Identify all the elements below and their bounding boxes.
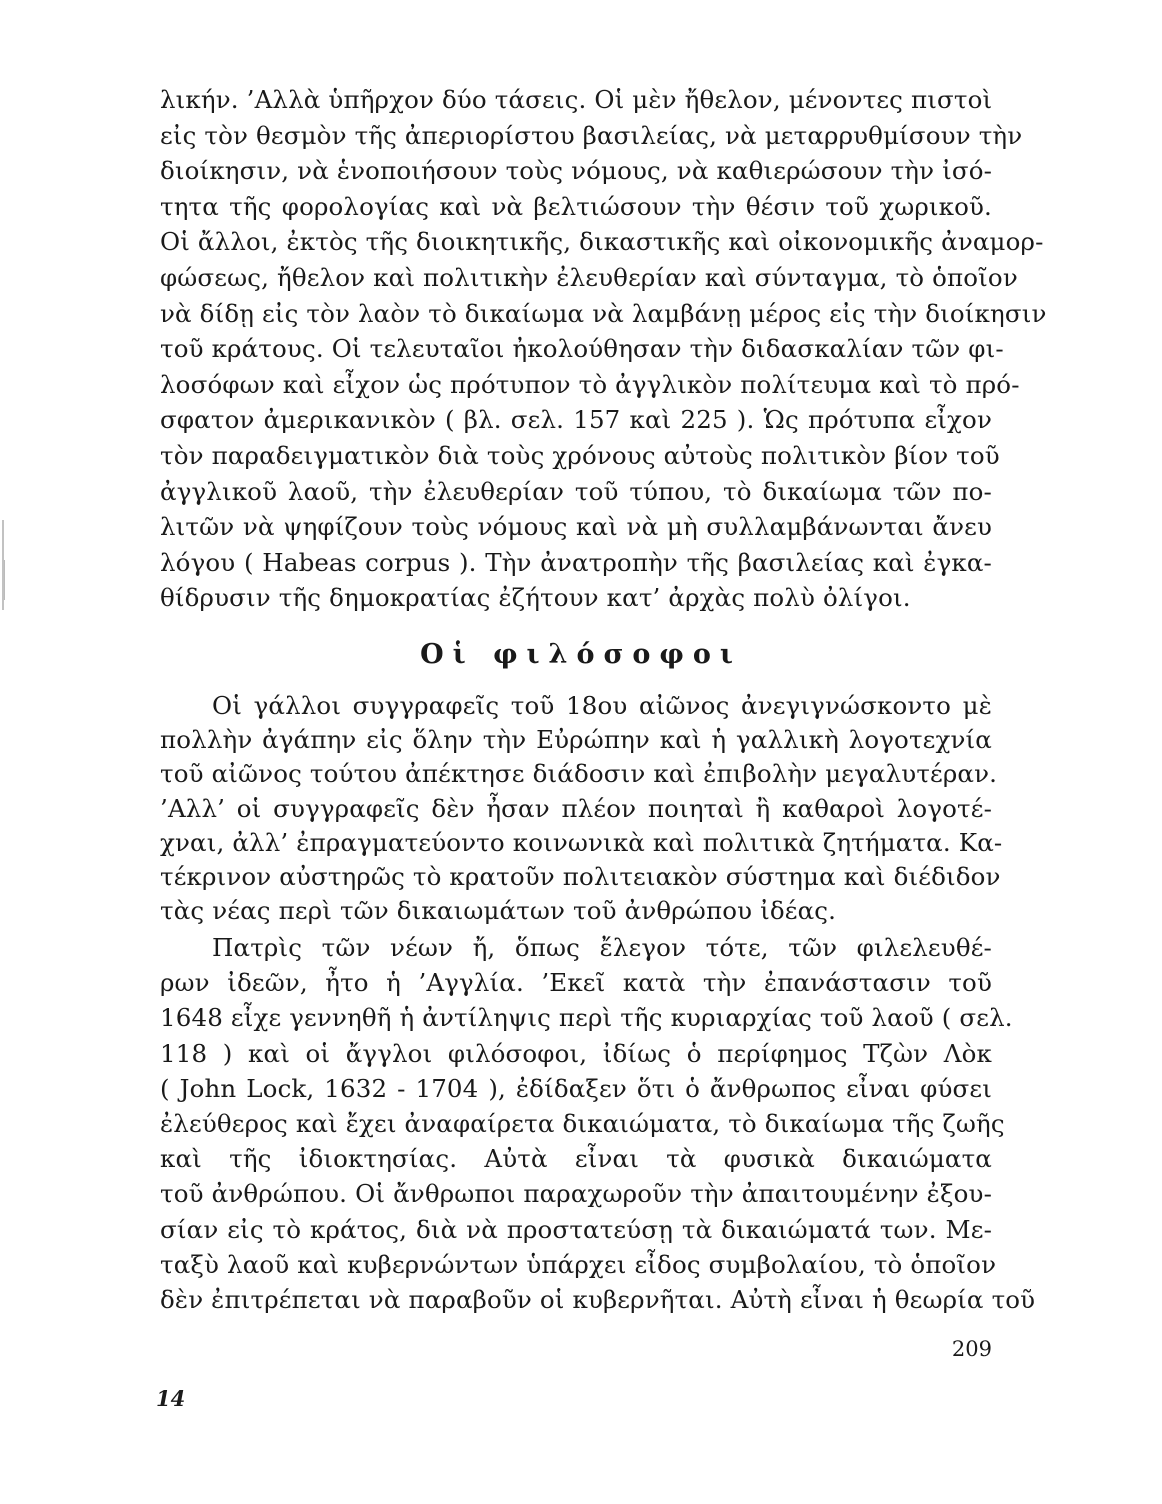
text-line: δὲν ἐπιτρέπεται νὰ παραβοῦν οἱ κυβερνῆται. Αὐτὴ εἶναι ἡ θεωρία τοῦ (160, 1285, 1036, 1314)
text-line: πολλὴν ἀγάπην εἰς ὅλην τὴν Εὐρώπην καὶ ἡ γαλλικὴ λογοτεχνία (160, 725, 992, 755)
scan-edge-marks (0, 0, 12, 1500)
text-line: Οἱ γάλλοι συγγραφεῖς τοῦ 18ου αἰῶνος ἀνεγιγνώσκοντο μὲ (212, 691, 992, 720)
text-line: ρων ἰδεῶν, ἦτο ἡ ’Αγγλία. ’Εκεῖ κατὰ τὴν ἐπανάστασιν τοῦ (160, 968, 992, 998)
text-line: τὰς νέας περὶ τῶν δικαιωμάτων τοῦ ἀνθρώπου ἰδέας. (160, 896, 837, 926)
text-line: 1648 εἶχε γεννηθῆ ἡ ἀντίληψις περὶ τῆς κυριαρχίας τοῦ λαοῦ ( σελ. (160, 1003, 1013, 1033)
section-heading: Οἱ φιλόσοφοι (420, 639, 742, 670)
text-line: τητα τῆς φορολογίας καὶ νὰ βελτιώσουν τὴν θέσιν τοῦ χωρικοῦ. (160, 191, 992, 221)
text-line: τὸν παραδειγματικὸν διὰ τοὺς χρόνους αὐτοὺς πολιτικὸν βίον τοῦ (160, 441, 1000, 470)
text-line: Πατρὶς τῶν νέων ἤ, ὅπως ἔλεγον τότε, τῶν φιλελευθέ- (212, 933, 992, 962)
text-line: εἰς τὸν θεσμὸν τῆς ἀπεριορίστου βασιλείας, νὰ μεταρρυθμίσουν τὴν (160, 120, 1023, 150)
text-line: τοῦ αἰῶνος τούτου ἀπέκτησε διάδοσιν καὶ ἐπιβολὴν μεγαλυτέραν. (160, 759, 998, 789)
text-line: σφατον ἀμερικανικὸν ( βλ. σελ. 157 καὶ 225 ). Ὡς πρότυπα εἶχον (160, 405, 992, 435)
text-line: 118 ) καὶ οἱ ἄγγλοι φιλόσοφοι, ἰδίως ὁ περίφημος Τζὼν Λὸκ (160, 1038, 992, 1068)
text-line: διοίκησιν, νὰ ἑνοποιήσουν τοὺς νόμους, νὰ καθιερώσουν τὴν ἰσό- (160, 156, 993, 186)
text-line: νὰ δίδῃ εἰς τὸν λαὸν τὸ δικαίωμα νὰ λαμβάνῃ μέρος εἰς τὴν διοίκησιν (160, 298, 1047, 328)
text-line: λιτῶν νὰ ψηφίζουν τοὺς νόμους καὶ νὰ μὴ συλλαμβάνωνται ἄνευ (160, 512, 992, 542)
text-line: φώσεως, ἤθελον καὶ πολιτικὴν ἐλευθερίαν καὶ σύνταγμα, τὸ ὁποῖον (160, 263, 1018, 292)
text-line: σίαν εἰς τὸ κράτος, διὰ νὰ προστατεύσῃ τὰ δικαιώματά των. Με- (160, 1214, 992, 1244)
text-line: τοῦ κράτους. Οἱ τελευταῖοι ἠκολούθησαν τὴν διδασκαλίαν τῶν φι- (160, 334, 1004, 364)
text-line: καὶ τῆς ἰδιοκτησίας. Αὐτὰ εἶναι τὰ φυσικὰ δικαιώματα (160, 1144, 992, 1174)
text-line: τέκρινον αὐστηρῶς τὸ κρατοῦν πολιτειακὸν σύστημα καὶ διέδιδον (160, 862, 1001, 891)
page-number: 209 (951, 1337, 992, 1361)
text-line: χναι, ἀλλ’ ἐπραγματεύοντο κοινωνικὰ καὶ πολιτικὰ ζητήματα. Κα- (160, 827, 1003, 857)
text-line: θίδρυσιν τῆς δημοκρατίας ἐζήτουν κατ’ ἀρχὰς πολὺ ὀλίγοι. (160, 583, 911, 613)
text-line: λικήν. ’Αλλὰ ὑπῆρχον δύο τάσεις. Οἱ μὲν ἤθελον, μένοντες πιστοὶ (160, 85, 993, 114)
text-line: τοῦ ἀνθρώπου. Οἱ ἄνθρωποι παραχωροῦν τὴν ἀπαιτουμένην ἐξου- (160, 1179, 992, 1209)
text-line: Οἱ ἄλλοι, ἐκτὸς τῆς διοικητικῆς, δικαστικῆς καὶ οἰκονομικῆς ἀναμορ- (160, 227, 1044, 257)
text-line: λόγου ( Habeas corpus ). Τὴν ἀνατροπὴν τῆς βασιλείας καὶ ἐγκα- (160, 547, 992, 577)
scan-edge-artifact (0, 0, 12, 1500)
text-line: ἐλεύθερος καὶ ἔχει ἀναφαίρετα δικαιώματα, τὸ δικαίωμα τῆς ζωῆς (160, 1109, 1005, 1138)
text-line: ἀγγλικοῦ λαοῦ, τὴν ἐλευθερίαν τοῦ τύπου, τὸ δικαίωμα τῶν πο- (160, 476, 992, 506)
text-line: λοσόφων καὶ εἶχον ὡς πρότυπον τὸ ἀγγλικὸν πολίτευμα καὶ τὸ πρό- (160, 369, 1020, 399)
text-line: ταξὺ λαοῦ καὶ κυβερνώντων ὑπάρχει εἶδος συμβολαίου, τὸ ὁποῖον (160, 1249, 997, 1279)
signature-mark: 14 (156, 1386, 186, 1411)
text-line: ’Αλλ’ οἱ συγγραφεῖς δὲν ἦσαν πλέον ποιηταὶ ἢ καθαροὶ λογοτέ- (160, 793, 992, 823)
text-line: ( John Lock, 1632 - 1704 ), ἐδίδαξεν ὅτι ὁ ἄνθρωπος εἶναι φύσει (160, 1073, 992, 1103)
